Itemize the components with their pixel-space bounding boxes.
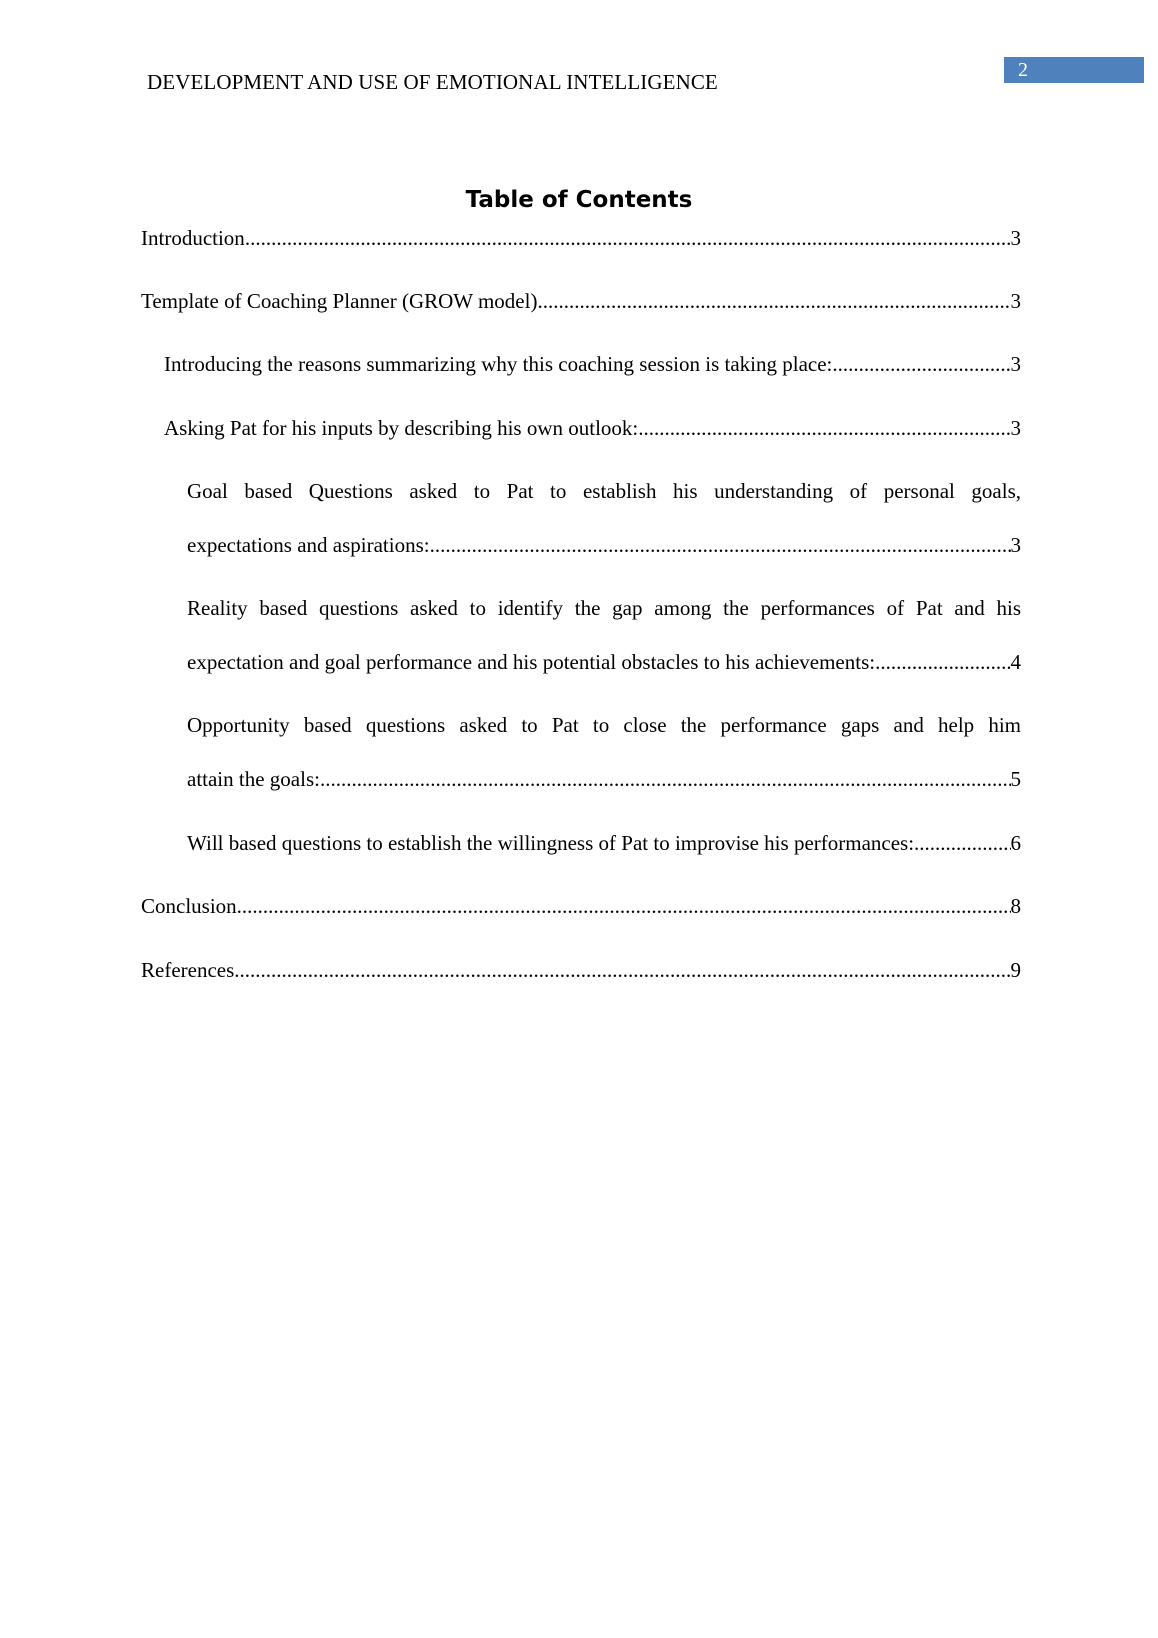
toc-entry-conclusion[interactable] (141, 892, 1021, 920)
toc-entry-text: References (141, 958, 235, 982)
toc-entry-text: Introducing the reasons summarizing why this coaching session is taking place: (164, 352, 833, 376)
toc-page-number: 3 (1010, 533, 1021, 557)
dot-leader (234, 956, 1010, 984)
dot-leader (430, 531, 1011, 559)
toc-entry-text-line1: Goal based Questions asked to Pat to establish his understanding of personal goals, (187, 479, 1021, 503)
dot-leader (537, 287, 1010, 315)
toc-entry-text: attain the goals: (187, 767, 320, 791)
toc-page-number: 6 (1010, 831, 1021, 855)
dot-leader (245, 224, 1011, 252)
toc-entry-asking-pat[interactable] (164, 414, 1021, 442)
toc-entry-will-questions[interactable] (187, 829, 1021, 857)
toc-entry-introduction[interactable] (141, 224, 1021, 252)
toc-entry-references[interactable] (141, 956, 1021, 984)
toc-entry-line2 (187, 765, 1021, 793)
toc-heading: Table of Contents (465, 187, 693, 213)
toc-entry-text: Template of Coaching Planner (GROW model) (141, 289, 538, 313)
toc-entry-text-line1: Opportunity based questions asked to Pat to close the performance gaps and help him (187, 713, 1021, 737)
toc-entry-text: expectation and goal performance and his potential obstacles to his achievements: (187, 650, 876, 674)
toc-page-number: 3 (1010, 352, 1021, 376)
toc-page-number: 8 (1010, 894, 1021, 918)
dot-leader (914, 829, 1010, 857)
dot-leader (875, 648, 1010, 676)
toc-entry-text: expectations and aspirations: (187, 533, 430, 557)
toc-entry-text-line1: Reality based questions asked to identify the gap among the performances of Pat and his (187, 596, 1021, 620)
toc-page-number: 3 (1010, 289, 1021, 313)
dot-leader (320, 765, 1011, 793)
toc-entry-line2 (187, 531, 1021, 559)
toc-entry-introducing-reasons[interactable] (164, 350, 1021, 378)
toc-entry-text: Introduction (141, 226, 245, 250)
toc-entry-template[interactable] (141, 287, 1021, 315)
toc-page-number: 3 (1010, 416, 1021, 440)
header-title: DEVELOPMENT AND USE OF EMOTIONAL INTELLIGENCE (147, 70, 718, 94)
toc-entry-text: Conclusion (141, 894, 237, 918)
dot-leader (832, 350, 1010, 378)
toc-entry-text: Will based questions to establish the willingness of Pat to improvise his performances: (187, 831, 915, 855)
toc-page-number: 4 (1010, 650, 1021, 674)
dot-leader (638, 414, 1010, 442)
toc-page-number: 3 (1010, 226, 1021, 250)
toc-entry-line2 (187, 648, 1021, 676)
toc-page-number: 5 (1010, 767, 1021, 791)
toc-page-number: 9 (1010, 958, 1021, 982)
page-number-badge: 2 (1004, 57, 1144, 83)
toc-entry-text: Asking Pat for his inputs by describing his own outlook: (164, 416, 639, 440)
dot-leader (237, 892, 1011, 920)
